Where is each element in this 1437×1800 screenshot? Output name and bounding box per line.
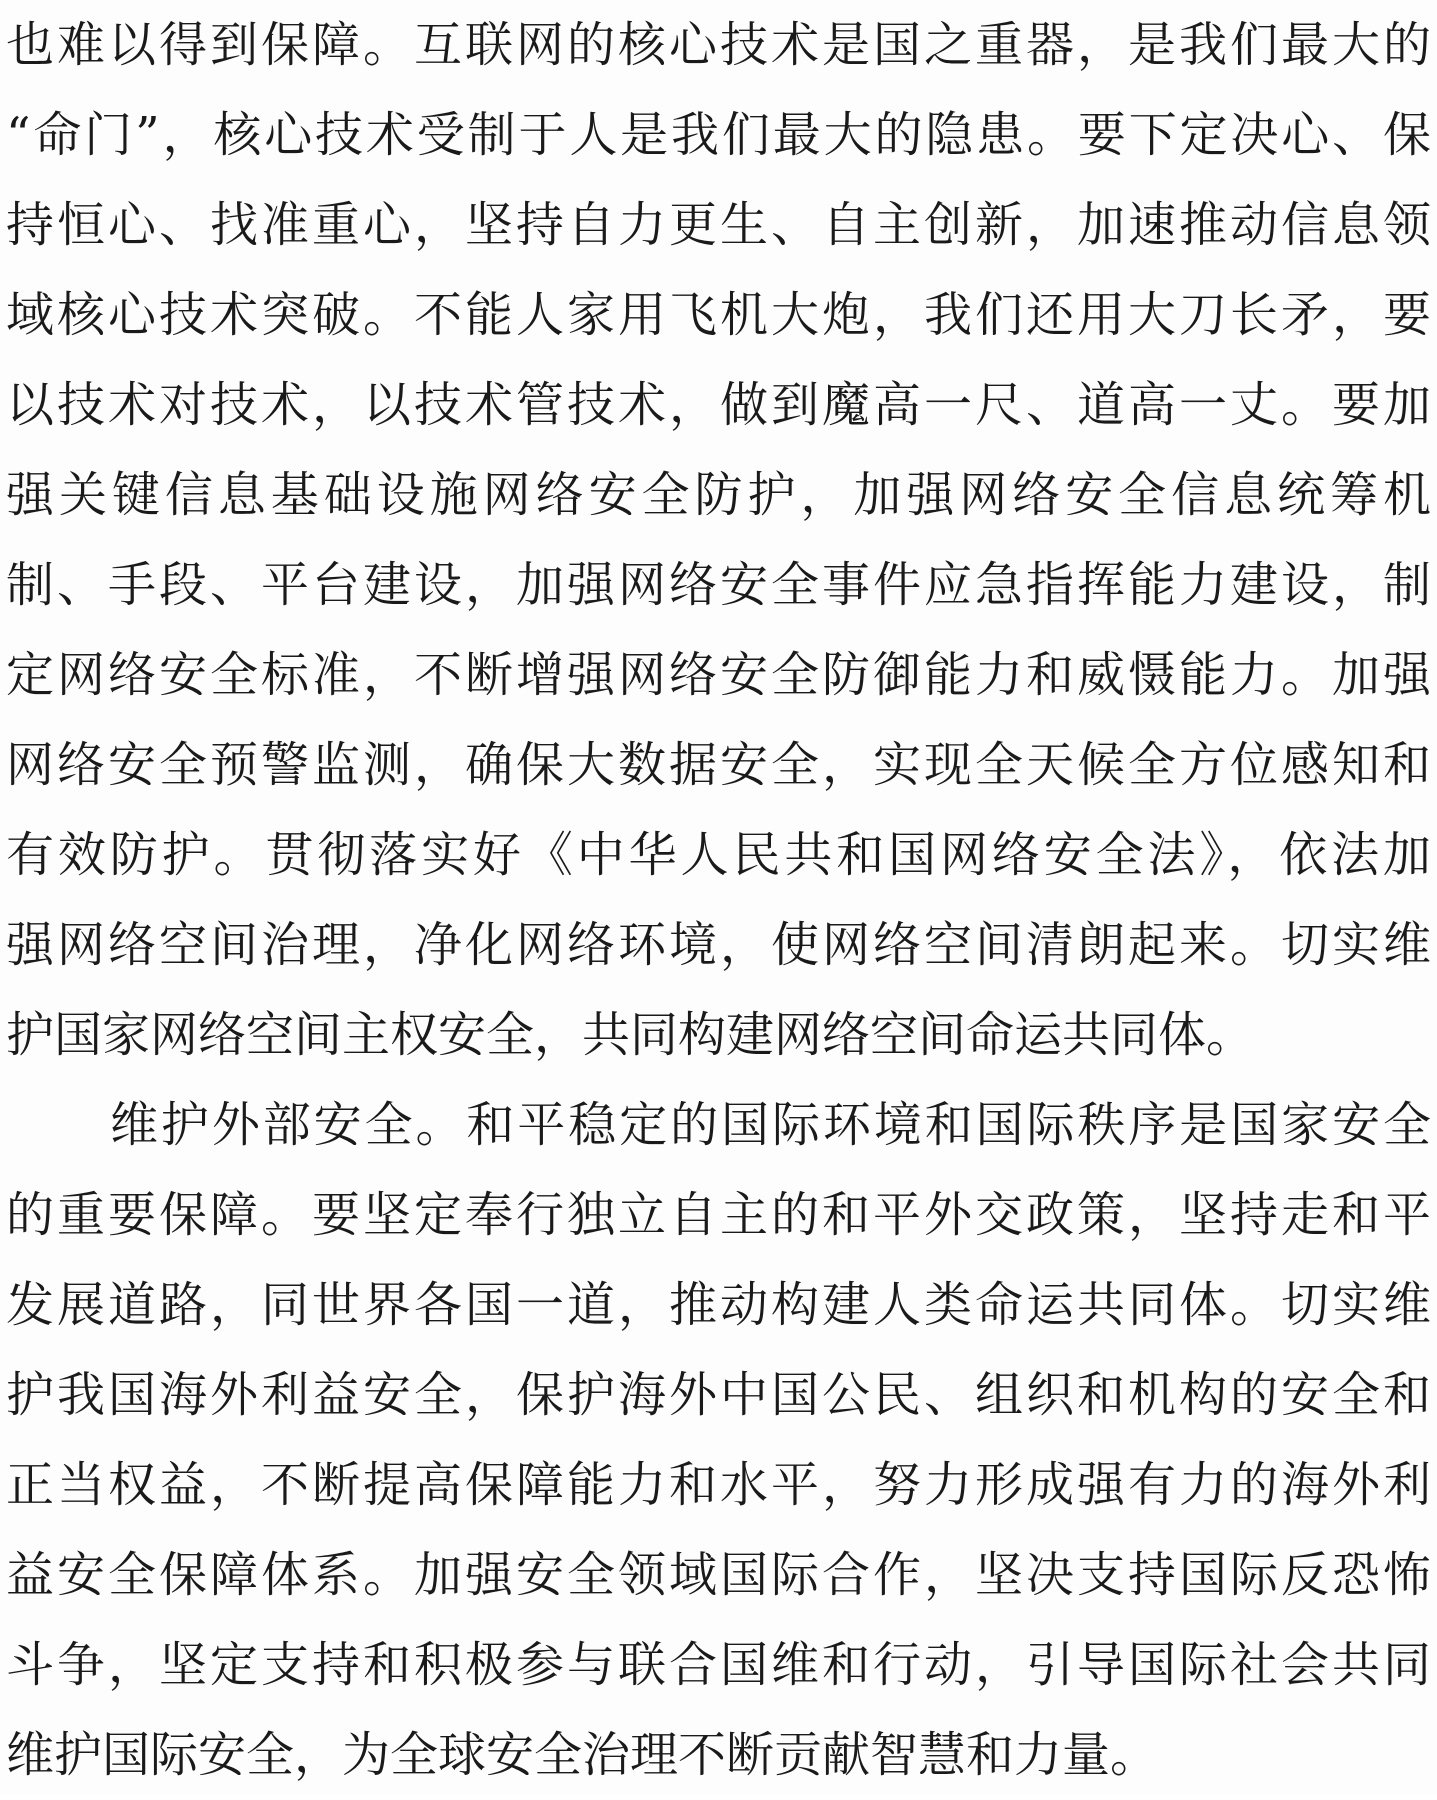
text-line: 有效防护。贯彻落实好《中华人民共和国网络安全法》，依法加 [6, 827, 1431, 883]
text-line: 以技术对技术，以技术管技术，做到魔高一尺、道高一丈。要加 [6, 377, 1431, 433]
document-body [6, 0, 1431, 1800]
text-line: 定网络安全标准，不断增强网络安全防御能力和威慑能力。加强 [6, 647, 1431, 703]
text-line: 益安全保障体系。加强安全领域国际合作，坚决支持国际反恐怖 [6, 1547, 1431, 1603]
text-line: 强网络空间治理，净化网络环境，使网络空间清朗起来。切实维 [6, 917, 1431, 973]
text-line: 域核心技术突破。不能人家用飞机大炮，我们还用大刀长矛，要 [6, 287, 1431, 343]
text-line: 正当权益，不断提高保障能力和水平，努力形成强有力的海外利 [6, 1457, 1431, 1513]
text-line: “命门”，核心技术受制于人是我们最大的隐患。要下定决心、保 [6, 107, 1431, 163]
text-line: 维护国际安全，为全球安全治理不断贡献智慧和力量。 [6, 1727, 1159, 1783]
text-line: 维护外部安全。和平稳定的国际环境和国际秩序是国家安全 [110, 1097, 1431, 1153]
text-line: 斗争，坚定支持和积极参与联合国维和行动，引导国际社会共同 [6, 1637, 1431, 1693]
text-line: 发展道路，同世界各国一道，推动构建人类命运共同体。切实维 [6, 1277, 1431, 1333]
text-line: 持恒心、找准重心，坚持自力更生、自主创新，加速推动信息领 [6, 197, 1431, 253]
text-line: 也难以得到保障。互联网的核心技术是国之重器，是我们最大的 [6, 17, 1431, 73]
text-line: 强关键信息基础设施网络安全防护，加强网络安全信息统筹机 [6, 467, 1431, 523]
text-line: 护我国海外利益安全，保护海外中国公民、组织和机构的安全和 [6, 1367, 1431, 1423]
text-line: 护国家网络空间主权安全，共同构建网络空间命运共同体。 [6, 1007, 1255, 1063]
text-line: 制、手段、平台建设，加强网络安全事件应急指挥能力建设，制 [6, 557, 1431, 613]
text-line: 网络安全预警监测，确保大数据安全，实现全天候全方位感知和 [6, 737, 1431, 793]
text-line: 的重要保障。要坚定奉行独立自主的和平外交政策，坚持走和平 [6, 1187, 1431, 1243]
